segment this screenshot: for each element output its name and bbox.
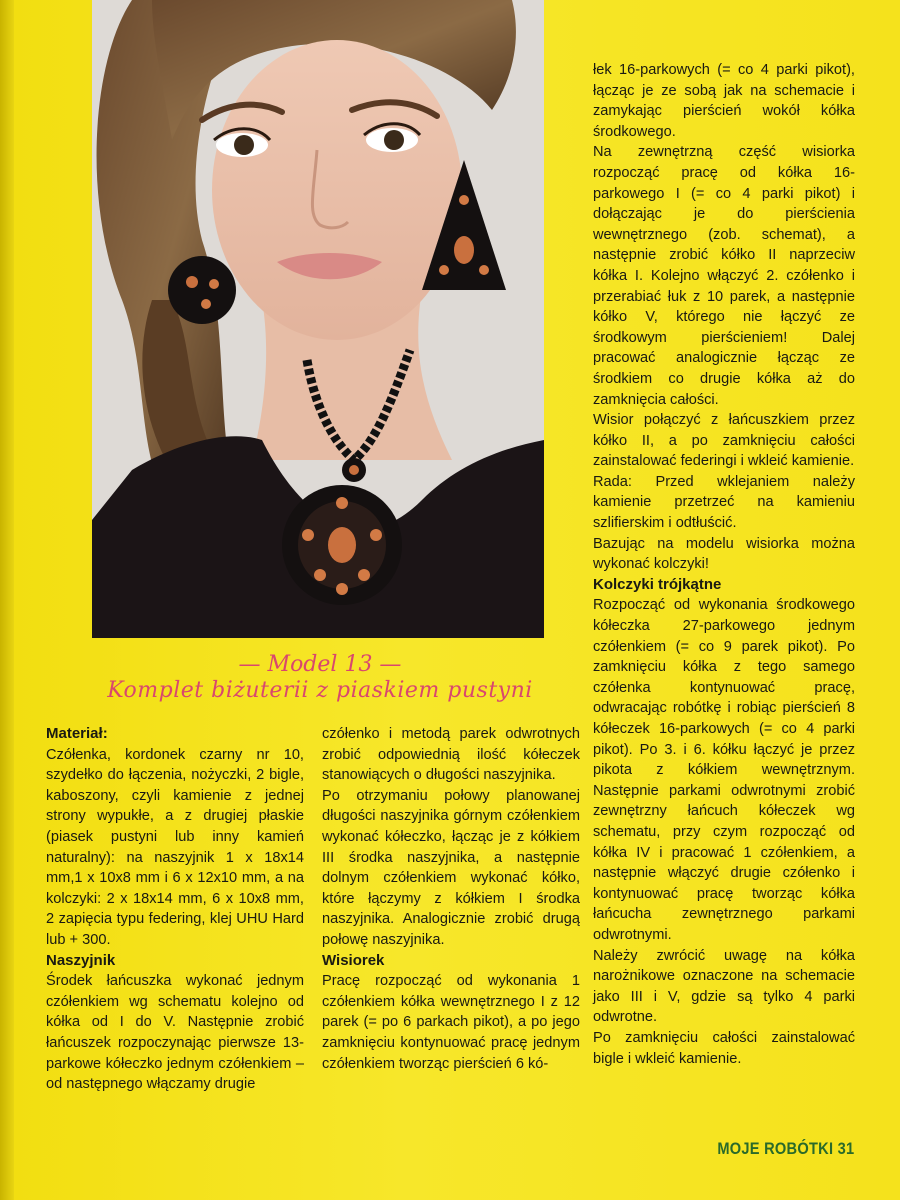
column2-paragraph-2: Po otrzymaniu połowy planowanej długości naszyjnika górnym czółenkiem wykonać kółeczko, łącząc je z kółkiem III środka naszyjnika, a następnie dolnym czółenkiem wykonać kółko, które łączymy z kółkiem I środka naszyjnika. Analogicznie zrobić drugą połowę naszyjnika. bbox=[322, 787, 580, 948]
column3-paragraph-8: Po zamknięciu całości zainstalować bigle i wkleić kamienie. bbox=[593, 1029, 855, 1067]
text-column-2 bbox=[322, 724, 580, 1074]
column3-paragraph-2: Na zewnętrzną część wisiorka rozpocząć pracę od kółka 16-parkowego I (= co 4 parki pikot) i dołączając je do pierścienia wewnętrznego (zob. schemat), a następnie zrobić kółko II naprzeciw kółka I. Kolejno włączyć 2. czółenko i przerabiać łuk z 10 parek, a następnie kółko V, którego nie łączyć ze środkowym pierścieniem! Dalej pracować analogicznie łącząc ze środkiem co drugie kółka aż do zamknięcia całości. bbox=[593, 144, 855, 408]
model-number-caption: — Model 13 — bbox=[238, 652, 402, 677]
column2-paragraph-1: czółenko i metodą parek odwrotnych zrobić odpowiednią ilość kółeczek stanowiących o długości naszyjnika. bbox=[322, 726, 580, 784]
text-column-3 bbox=[593, 60, 855, 1069]
model-title-caption: Komplet biżuterii z piaskiem pustyni bbox=[107, 678, 533, 703]
column3-paragraph-5: Bazując na modelu wisiorka można wykonać kolczyki! bbox=[593, 535, 855, 573]
column3-paragraph-7: Należy zwrócić uwagę na kółka narożnikowe oznaczone na schemacie jako III i V, gdzie są tylko 4 parki odwrotne. bbox=[593, 947, 855, 1026]
kolczyki-heading: Kolczyki trójkątne bbox=[593, 575, 722, 593]
material-text: Czółenka, kordonek czarny nr 10, szydełko do łączenia, nożyczki, 2 bigle, kaboszony, czyli kamienie z jednej strony wypukłe, a z drugiej płaskie (piasek pustyni lub inny kamień naturalny): na naszyjnik 1 x 18x14 mm,1 x 10x8 mm i 6 x 12x10 mm, a na kolczyki: 2 x 18x14 mm, 6 x 10x8 mm, 2 zapięcia typu federing, klej UHU Hard lub + 300. bbox=[46, 746, 304, 948]
naszyjnik-text: Środek łańcuszka wykonać jednym czółenkiem wg schematu kolejno od kółka od I do V. Następnie zrobić łańcuszek rozpoczynając pierwsze 13-parkowe kółeczko jednym czółenkiem – od następnego włączamy drugie bbox=[46, 973, 304, 1093]
column3-paragraph-6: Rozpocząć od wykonania środkowego kółeczka 27-parkowego jednym czółenkiem (= co 9 parek pikot). Po zamknięciu kółka z tego samego czółenka kontynuować pracę, odwracając robótkę i robiąc pierścień 8 kółeczek 16-parkowych (= co 4 parki pikot). Po 3. i 6. kółku łączyć je przez pikota z kółkiem wewnętrznym. Następnie parkami odwrotnymi zrobić zewnętrzny łańcuch kółeczek wg schematu, przy czym rozpocząć od kółka IV i pracować 1 czółenkiem, a następnie włączyć drugie czółenko i kontynuować pracę tworząc kółka łańcucha zewnętrznego parkami odwrotnymi. bbox=[593, 597, 855, 943]
model-photo bbox=[92, 0, 544, 638]
wisiorek-text: Pracę rozpocząć od wykonania 1 czółenkiem kółka wewnętrznego I z 12 parek (= po 6 parkach pikot), a po jego zamknięciu kontynuować pracę jednym czółenkiem tworząc pierścień 6 kó- bbox=[322, 973, 580, 1072]
text-column-1 bbox=[46, 724, 304, 1095]
magazine-page-footer: MOJE ROBÓTKI 31 bbox=[716, 1139, 854, 1158]
wisiorek-heading: Wisiorek bbox=[322, 951, 385, 969]
naszyjnik-heading: Naszyjnik bbox=[46, 951, 116, 969]
material-heading: Materiał: bbox=[46, 725, 108, 742]
model-photo-illustration bbox=[92, 0, 544, 638]
column3-paragraph-4: Rada: Przed wklejaniem należy kamienie przetrzeć na kamieniu szlifierskim i odtłuścić. bbox=[593, 473, 855, 532]
page-spine-shadow bbox=[0, 0, 14, 1200]
column3-paragraph-3: Wisior połączyć z łańcuszkiem przez kółko II, a po zamknięciu całości zainstalować federingi i wkleić kamienie. bbox=[593, 412, 855, 470]
column3-paragraph-1: łek 16-parkowych (= co 4 parki pikot), łącząc je ze sobą jak na schemacie i zamykając pierścień wokół kółka środkowego. bbox=[593, 62, 855, 140]
